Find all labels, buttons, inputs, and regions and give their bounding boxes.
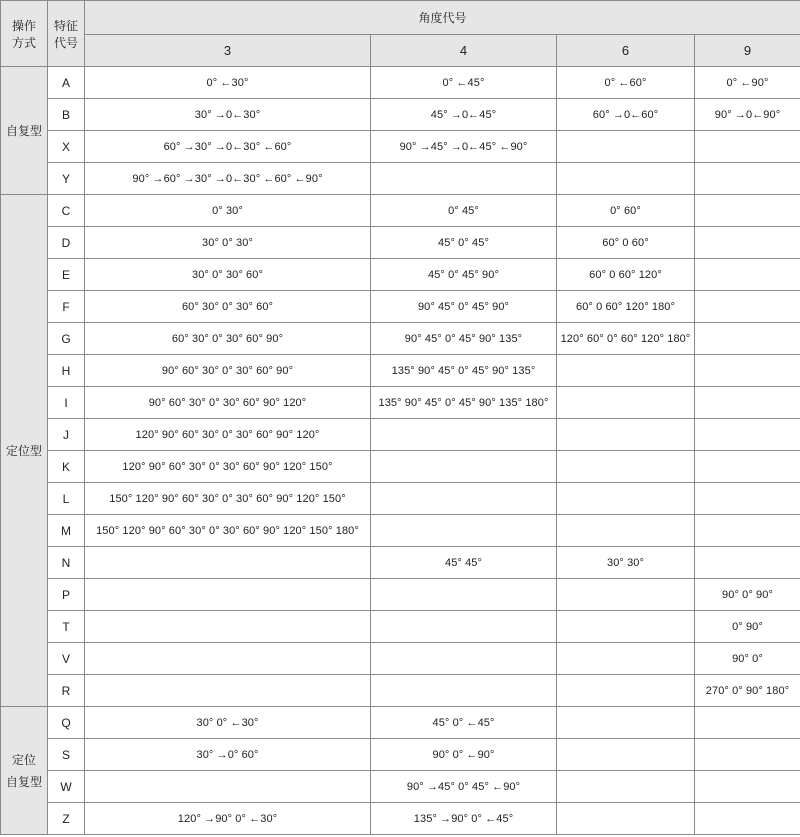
- angle-9-cell: [695, 419, 800, 451]
- angle-9-cell: [695, 195, 800, 227]
- angle-6-cell: [557, 131, 695, 163]
- angle-3-cell: 120° →90° 0° ←30°: [85, 803, 371, 835]
- table-row: [1, 611, 800, 643]
- operation-mode-cell: [1, 707, 48, 835]
- table-row: [1, 419, 800, 451]
- angle-6-cell: 0° ←60°: [557, 67, 695, 99]
- angle-3-cell: 30° 0° ←30°: [85, 707, 371, 739]
- angle-6-cell: [557, 579, 695, 611]
- angle-9-cell: [695, 355, 800, 387]
- angle-6-cell: [557, 355, 695, 387]
- table-row: [1, 259, 800, 291]
- feature-code-cell: T: [48, 611, 85, 643]
- angle-6-cell: [557, 483, 695, 515]
- angle-3-cell: 0° 30°: [85, 195, 371, 227]
- table-header: [1, 1, 800, 67]
- feature-code-cell: Y: [48, 163, 85, 195]
- feature-code-cell: X: [48, 131, 85, 163]
- angle-6-cell: 120° 60° 0° 60° 120° 180°: [557, 323, 695, 355]
- table-row: [1, 67, 800, 99]
- table-body: [1, 67, 800, 835]
- angle-3-cell: 0° ←30°: [85, 67, 371, 99]
- angle-4-cell: [371, 643, 557, 675]
- header-angle-4: 4: [371, 35, 557, 67]
- header-angle-3: 3: [85, 35, 371, 67]
- table-row: [1, 323, 800, 355]
- feature-code-cell: B: [48, 99, 85, 131]
- table-row: [1, 355, 800, 387]
- angle-3-cell: [85, 579, 371, 611]
- table-row: [1, 547, 800, 579]
- angle-4-cell: [371, 451, 557, 483]
- feature-code-cell: R: [48, 675, 85, 707]
- table-row: [1, 739, 800, 771]
- feature-code-cell: E: [48, 259, 85, 291]
- angle-9-cell: [695, 387, 800, 419]
- angle-9-cell: [695, 483, 800, 515]
- angle-3-cell: [85, 675, 371, 707]
- angle-4-cell: 0° 45°: [371, 195, 557, 227]
- angle-6-cell: [557, 387, 695, 419]
- angle-6-cell: [557, 771, 695, 803]
- table-row: [1, 163, 800, 195]
- angle-3-cell: 30° →0←30°: [85, 99, 371, 131]
- angle-4-cell: 45° 0° ←45°: [371, 707, 557, 739]
- angle-4-cell: [371, 515, 557, 547]
- feature-code-cell: P: [48, 579, 85, 611]
- feature-code-cell: S: [48, 739, 85, 771]
- table-row: [1, 387, 800, 419]
- angle-4-cell: 135° 90° 45° 0° 45° 90° 135°: [371, 355, 557, 387]
- feature-code-cell: Z: [48, 803, 85, 835]
- angle-6-cell: [557, 803, 695, 835]
- angle-4-cell: 45° 45°: [371, 547, 557, 579]
- angle-3-cell: 150° 120° 90° 60° 30° 0° 30° 60° 90° 120° 150°: [85, 483, 371, 515]
- angle-9-cell: 0° 90°: [695, 611, 800, 643]
- table-row: [1, 515, 800, 547]
- angle-9-cell: [695, 547, 800, 579]
- table-row: [1, 803, 800, 835]
- angle-3-cell: 90° 60° 30° 0° 30° 60° 90° 120°: [85, 387, 371, 419]
- angle-4-cell: 45° →0←45°: [371, 99, 557, 131]
- angle-9-cell: [695, 259, 800, 291]
- angle-3-cell: 120° 90° 60° 30° 0° 30° 60° 90° 120°: [85, 419, 371, 451]
- angle-4-cell: 90° 0° ←90°: [371, 739, 557, 771]
- angle-4-cell: 90° →45° →0←45° ←90°: [371, 131, 557, 163]
- feature-code-cell: I: [48, 387, 85, 419]
- operation-mode-line: 定位: [11, 752, 36, 767]
- angle-9-cell: [695, 771, 800, 803]
- angle-4-cell: 135° →90° 0° ←45°: [371, 803, 557, 835]
- angle-6-cell: [557, 611, 695, 643]
- feature-code-cell: C: [48, 195, 85, 227]
- angle-6-cell: 60° 0 60°: [557, 227, 695, 259]
- angle-4-cell: [371, 675, 557, 707]
- feature-code-cell: A: [48, 67, 85, 99]
- angle-9-cell: [695, 227, 800, 259]
- angle-6-cell: [557, 643, 695, 675]
- feature-code-cell: N: [48, 547, 85, 579]
- table-row: [1, 131, 800, 163]
- angle-3-cell: 120° 90° 60° 30° 0° 30° 60° 90° 120° 150°: [85, 451, 371, 483]
- operation-mode-line: 自复型: [5, 774, 42, 789]
- angle-9-cell: 0° ←90°: [695, 67, 800, 99]
- angle-3-cell: 30° 0° 30°: [85, 227, 371, 259]
- angle-9-cell: 90° →0←90°: [695, 99, 800, 131]
- angle-3-cell: 60° →30° →0←30° ←60°: [85, 131, 371, 163]
- angle-9-cell: [695, 131, 800, 163]
- angle-9-cell: [695, 323, 800, 355]
- table-row: [1, 99, 800, 131]
- operation-mode-cell: 定位型: [1, 195, 48, 707]
- angle-9-cell: [695, 291, 800, 323]
- header-angle-9: 9: [695, 35, 800, 67]
- angle-4-cell: 90° 45° 0° 45° 90°: [371, 291, 557, 323]
- angle-6-cell: [557, 163, 695, 195]
- angle-6-cell: 30° 30°: [557, 547, 695, 579]
- feature-code-cell: Q: [48, 707, 85, 739]
- angle-3-cell: 30° 0° 30° 60°: [85, 259, 371, 291]
- angle-4-cell: 0° ←45°: [371, 67, 557, 99]
- angle-3-cell: [85, 771, 371, 803]
- angle-9-cell: [695, 515, 800, 547]
- feature-code-cell: L: [48, 483, 85, 515]
- angle-4-cell: 45° 0° 45° 90°: [371, 259, 557, 291]
- angle-6-cell: [557, 419, 695, 451]
- angle-9-cell: [695, 739, 800, 771]
- angle-6-cell: 60° 0 60° 120°: [557, 259, 695, 291]
- table-row: [1, 675, 800, 707]
- table-row: [1, 643, 800, 675]
- angle-4-cell: [371, 579, 557, 611]
- angle-4-cell: 45° 0° 45°: [371, 227, 557, 259]
- header-feature-code: 特征 代号: [48, 1, 85, 67]
- angle-4-cell: [371, 419, 557, 451]
- angle-4-cell: 135° 90° 45° 0° 45° 90° 135° 180°: [371, 387, 557, 419]
- angle-4-cell: 90° →45° 0° 45° ←90°: [371, 771, 557, 803]
- feature-code-cell: M: [48, 515, 85, 547]
- feature-code-cell: J: [48, 419, 85, 451]
- header-angle-code: 角度代号: [85, 1, 800, 35]
- table-row: [1, 195, 800, 227]
- angle-6-cell: [557, 707, 695, 739]
- angle-4-cell: 90° 45° 0° 45° 90° 135°: [371, 323, 557, 355]
- feature-code-cell: G: [48, 323, 85, 355]
- angle-6-cell: 60° 0 60° 120° 180°: [557, 291, 695, 323]
- angle-9-cell: [695, 707, 800, 739]
- feature-code-cell: F: [48, 291, 85, 323]
- header-angle-6: 6: [557, 35, 695, 67]
- angle-9-cell: [695, 803, 800, 835]
- table-row: [1, 451, 800, 483]
- angle-4-cell: [371, 163, 557, 195]
- operation-mode-cell: 自复型: [1, 67, 48, 195]
- table-row: [1, 579, 800, 611]
- angle-6-cell: [557, 515, 695, 547]
- table-row: [1, 291, 800, 323]
- angle-3-cell: 90° →60° →30° →0←30° ←60° ←90°: [85, 163, 371, 195]
- angle-3-cell: [85, 611, 371, 643]
- table-row: [1, 227, 800, 259]
- table-row: [1, 771, 800, 803]
- feature-code-cell: W: [48, 771, 85, 803]
- angle-3-cell: 150° 120° 90° 60° 30° 0° 30° 60° 90° 120° 150° 180°: [85, 515, 371, 547]
- angle-3-cell: 60° 30° 0° 30° 60° 90°: [85, 323, 371, 355]
- angle-3-cell: [85, 643, 371, 675]
- angle-6-cell: [557, 739, 695, 771]
- header-operation-mode: 操作 方式: [1, 1, 48, 67]
- angle-9-cell: 90° 0°: [695, 643, 800, 675]
- angle-4-cell: [371, 483, 557, 515]
- angle-9-cell: [695, 163, 800, 195]
- angle-3-cell: 60° 30° 0° 30° 60°: [85, 291, 371, 323]
- angle-6-cell: [557, 451, 695, 483]
- angle-3-cell: 30° →0° 60°: [85, 739, 371, 771]
- angle-6-cell: [557, 675, 695, 707]
- angle-4-cell: [371, 611, 557, 643]
- feature-code-cell: D: [48, 227, 85, 259]
- feature-code-cell: H: [48, 355, 85, 387]
- angle-9-cell: 90° 0° 90°: [695, 579, 800, 611]
- feature-code-cell: K: [48, 451, 85, 483]
- feature-code-cell: V: [48, 643, 85, 675]
- angle-6-cell: 60° →0←60°: [557, 99, 695, 131]
- angle-3-cell: 90° 60° 30° 0° 30° 60° 90°: [85, 355, 371, 387]
- angle-6-cell: 0° 60°: [557, 195, 695, 227]
- angle-9-cell: 270° 0° 90° 180°: [695, 675, 800, 707]
- table-row: [1, 707, 800, 739]
- angle-9-cell: [695, 451, 800, 483]
- angle-3-cell: [85, 547, 371, 579]
- table-row: [1, 483, 800, 515]
